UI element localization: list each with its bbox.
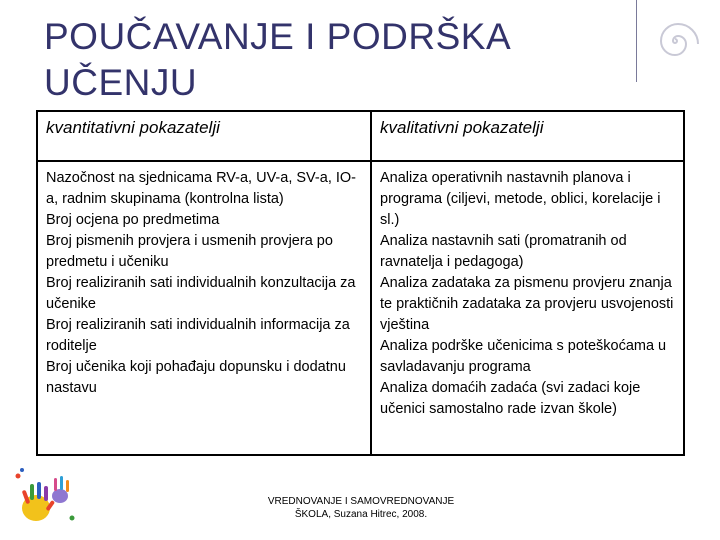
table-header-row (37, 111, 684, 161)
decorative-divider (636, 0, 637, 82)
list-item: Nazočnost na sjednicama RV-a, UV-a, SV-a, IO-a, radnim skupinama (kontrolna lista) (46, 170, 357, 207)
list-item: Analiza operativnih nastavnih planova i programa (ciljevi, metode, oblici, korelacije i sl.) (380, 170, 661, 228)
footer-line-2: ŠKOLA, Suzana Hitrec, 2008. (294, 509, 428, 520)
list-item: Broj ocjena po predmetima (46, 212, 220, 228)
table-body-row (37, 161, 684, 455)
list-item: Analiza nastavnih sati (promatranih od ravnatelja i pedagoga) (380, 233, 627, 270)
footer-line-1: VREDNOVANJE I SAMOVREDNOVANJE (267, 496, 455, 507)
list-item: Broj realiziranih sati individualnih konzultacija za učenike (46, 275, 356, 312)
list-item: Broj pismenih provjera i usmenih provjera po predmetu i učeniku (46, 233, 333, 270)
header-quantitative: kvantitativni pokazatelji (37, 111, 371, 161)
title-line-1: POUČAVANJE I PODRŠKA (44, 16, 512, 57)
title-line-2: UČENJU (44, 62, 198, 103)
quantitative-cell (37, 161, 371, 455)
list-item: Analiza podrške učenicima s poteškoćama u savladavanju programa (380, 338, 667, 375)
header-qualitative: kvalitativni pokazatelji (371, 111, 684, 161)
spiral-logo-icon (648, 14, 702, 68)
colored-hands-icon (12, 466, 80, 528)
list-item: Analiza zadataka za pismenu provjeru znanja te praktičnih zadataka za provjeru usvojenosti vještina (380, 275, 674, 333)
slide-footer (246, 495, 476, 521)
indicators-table (36, 110, 685, 456)
list-item: Analiza domaćih zadaća (svi zadaci koje učenici samostalno rade izvan škole) (380, 380, 641, 417)
list-item: Broj učenika koji pohađaju dopunsku i dodatnu nastavu (46, 359, 346, 396)
qualitative-cell (371, 161, 684, 455)
slide-title (44, 14, 604, 106)
list-item: Broj realiziranih sati individualnih informacija za roditelje (46, 317, 350, 354)
